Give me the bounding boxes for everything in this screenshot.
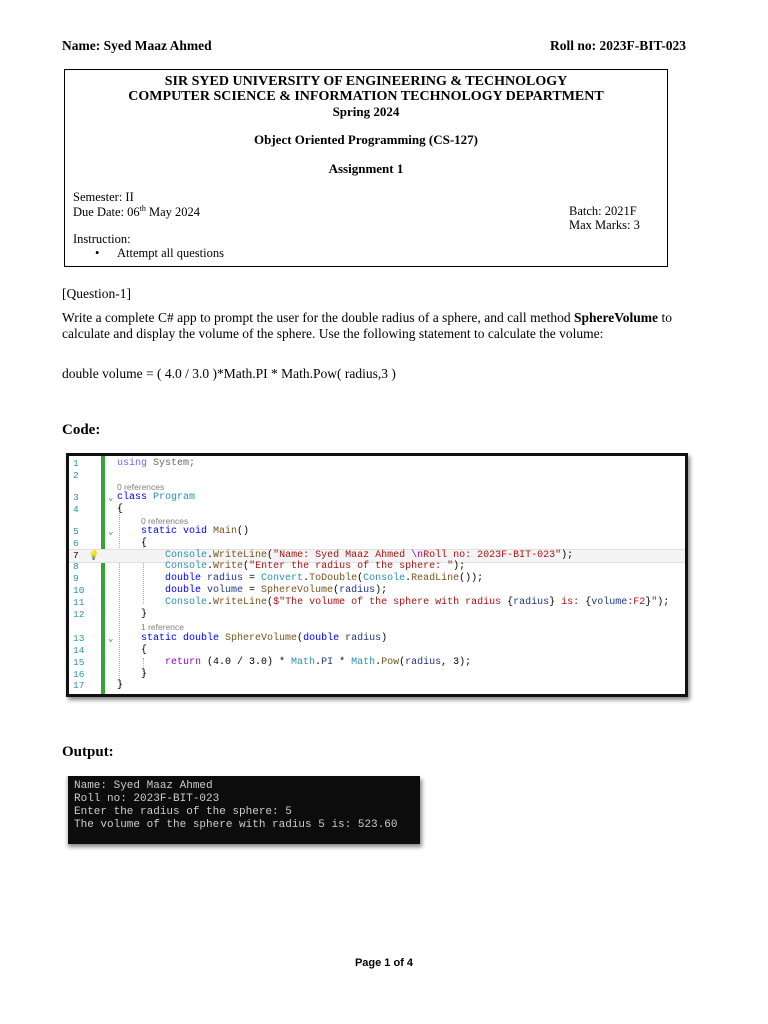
- code-line-14: 14 {: [73, 645, 148, 656]
- instruction-label: Instruction:: [73, 232, 131, 246]
- console-line: Name: Syed Maaz Ahmed: [74, 780, 213, 792]
- code-line-17: 17 }: [73, 680, 124, 691]
- collapse-icon: ⌄: [108, 493, 114, 503]
- bullet-icon: •: [95, 246, 100, 260]
- assignment-title: Assignment 1: [328, 161, 404, 176]
- question-label: [Question-1]: [62, 286, 131, 301]
- student-name: Name: Syed Maaz Ahmed: [62, 38, 212, 53]
- code-line-3: 3 ⌄ class Program: [73, 492, 196, 503]
- code-line-7: 7 💡 Console.WriteLine("Name: Syed Maaz Ahmed \nRoll no: 2023F-BIT-023");: [69, 549, 685, 563]
- code-line-6: 6 {: [73, 538, 148, 549]
- semester: Semester: II: [73, 190, 134, 204]
- code-line-1: 1 using System;: [73, 458, 196, 469]
- department-name: COMPUTER SCIENCE & INFORMATION TECHNOLOGY DEPARTMENT: [128, 89, 604, 104]
- code-line-12: 12 }: [73, 609, 148, 620]
- code-line-15: 15 return (4.0 / 3.0) * Math.PI * Math.Pow(radius, 3);: [73, 657, 472, 668]
- console-line: Roll no: 2023F-BIT-023: [74, 793, 220, 805]
- university-name: SIR SYED UNIVERSITY OF ENGINEERING & TECHNOLOGY: [164, 74, 568, 89]
- code-line-9: 9 double radius = Convert.ToDouble(Console.ReadLine());: [73, 573, 484, 584]
- code-line-16: 16 }: [73, 669, 148, 680]
- code-line-10: 10 double volume = SphereVolume(radius);: [73, 585, 388, 596]
- code-line-13: 13 ⌄ static double SphereVolume(double radius): [73, 633, 388, 644]
- assignment-info-box: [64, 69, 668, 267]
- code-line-8: 8 Console.Write("Enter the radius of the sphere: ");: [73, 561, 466, 572]
- reference-hint: 0 references: [141, 516, 189, 526]
- volume-formula: double volume = ( 4.0 / 3.0 )*Math.PI * Math.Pow( radius,3 ): [62, 366, 396, 381]
- page-number: Page 1 of 4: [354, 957, 414, 969]
- code-line-5: 5 ⌄ static void Main(): [73, 526, 250, 537]
- due-date: Due Date: 06th May 2024: [73, 204, 201, 220]
- code-heading: Code:: [62, 422, 101, 438]
- code-line-2: 2: [73, 470, 79, 481]
- instruction-item: • Attempt all questions: [95, 246, 224, 260]
- max-marks: Max Marks: 3: [569, 218, 640, 232]
- code-line-11: 11 Console.WriteLine($"The volume of the sphere with radius {radius} is: {volume:F2}");: [73, 597, 670, 608]
- question-text: Write a complete C# app to prompt the user for the double radius of a sphere, and call method SphereVolume to calculate and display the volume of the sphere. Use the following statement to calculate the volume:: [62, 310, 672, 341]
- collapse-icon: ⌄: [108, 527, 114, 537]
- course-title: Object Oriented Programming (CS-127): [254, 132, 478, 147]
- lightbulb-icon: 💡: [88, 551, 100, 561]
- collapse-icon: ⌄: [108, 634, 114, 644]
- code-line-4: 4 {: [73, 504, 124, 515]
- reference-hint: 0 references: [117, 482, 165, 492]
- batch: Batch: 2021F: [569, 204, 637, 218]
- console-output: [66, 776, 420, 844]
- console-line: Enter the radius of the sphere: 5: [74, 806, 292, 818]
- term: Spring 2024: [332, 104, 400, 119]
- output-heading: Output:: [62, 744, 114, 760]
- roll-number: Roll no: 2023F-BIT-023: [549, 38, 686, 53]
- console-line: The volume of the sphere with radius 5 is: 523.60: [74, 819, 398, 831]
- code-screenshot: [66, 453, 688, 697]
- reference-hint: 1 reference: [141, 622, 184, 632]
